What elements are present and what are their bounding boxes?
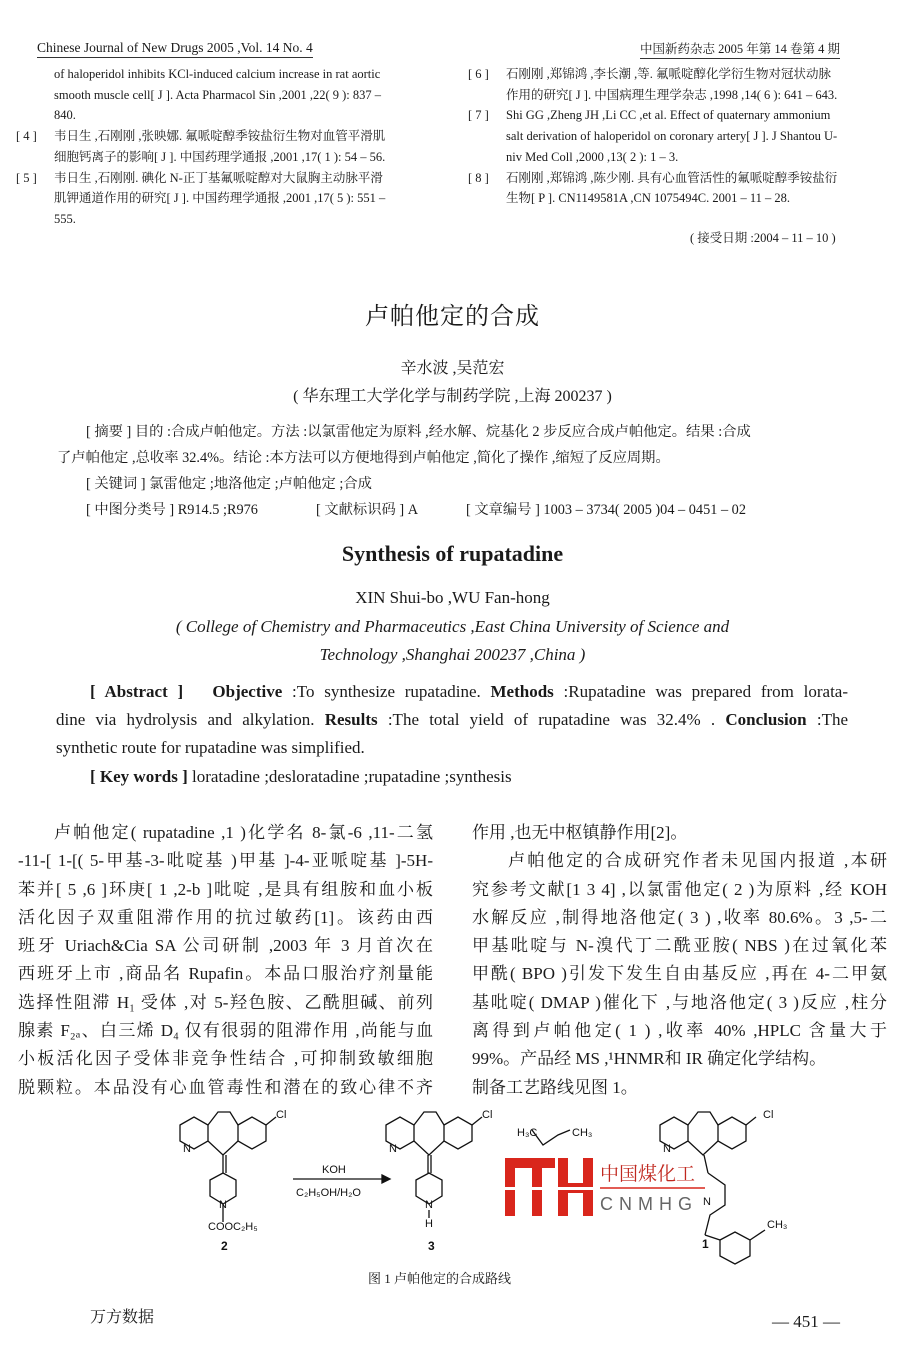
reference-line: smooth muscle cell[ J ]. Acta Pharmacol Sin ,2001 ,22( 9 ): 837 – bbox=[54, 87, 382, 102]
reference-line: 石刚刚 ,郑锦鸿 ,李长潮 ,等. 氟哌啶醇化学衍生物对冠状动脉 bbox=[506, 67, 832, 81]
reference-line: 生物[ P ]. CN1149581A ,CN 1075494C. 2001 – 11 – 28. bbox=[506, 191, 791, 206]
methyl-ch3: CH₃ bbox=[572, 1127, 593, 1139]
atom-cl: Cl bbox=[276, 1109, 287, 1121]
keywords-cn: [ 关键词 ] 氯雷他定 ;地洛他定 ;卢帕他定 ;合成 bbox=[86, 476, 372, 492]
body-text-line: 腺素 F₂ₐ、白三烯 D₄ 仅有很弱的阻滞作用 ,尚能与血 bbox=[18, 1021, 433, 1041]
objective-text: :To synthesize rupatadine. bbox=[282, 682, 491, 701]
footer-source: 万方数据 bbox=[90, 1307, 155, 1326]
body-text-line: 活化因子双重阻滞作用的抗过敏药[1]。该药由西 bbox=[18, 907, 433, 927]
reference-line: 作用的研究[ J ]. 中国病理生理学杂志 ,1998 ,14( 6 ): 641 – 643. bbox=[506, 87, 838, 102]
received-date: ( 接受日期 :2004 – 11 – 10 ) bbox=[690, 231, 836, 245]
running-header-cn: 中国新药杂志 2005 年第 14 卷第 4 期 bbox=[640, 39, 840, 59]
reference-line: salt derivation of haloperidol on coronary artery[ J ]. J Shantou U- bbox=[506, 129, 838, 144]
atom-n: N bbox=[219, 1199, 227, 1211]
atom-cl: Cl bbox=[763, 1109, 774, 1121]
article-number: [ 文章编号 ] 1003 – 3734( 2005 )04 – 0451 – 02 bbox=[466, 502, 746, 518]
body-text-line: 小板活化因子受体非竞争性结合 ,可抑制致敏细胞 bbox=[18, 1049, 433, 1069]
reagent-koh: KOH bbox=[322, 1164, 346, 1176]
lutidine-fragment bbox=[532, 1130, 570, 1145]
affiliation-en-line-2: Technology ,Shanghai 200237 ,China ) bbox=[319, 645, 586, 664]
reference-line: 肌钾通道作用的研究[ J ]. 中国药理学通报 ,2001 ,17( 5 ): 551 – bbox=[54, 191, 386, 206]
affiliation-en-line-1: ( College of Chemistry and Pharmaceutics ,East China University of Science and bbox=[175, 617, 730, 636]
atom-h: H bbox=[425, 1218, 433, 1230]
atom-n: N bbox=[425, 1199, 433, 1211]
body-text-line: 究参考文献[1 3 4] ,以氯雷他定( 2 )为原料 ,经 KOH bbox=[472, 879, 887, 899]
figure-caption: 图 1 卢帕他定的合成路线 bbox=[368, 1271, 512, 1286]
body-text-line: 脱颗粒。本品没有心血管毒性和潜在的致心律不齐 bbox=[18, 1077, 433, 1097]
reference-line: niv Med Coll ,2000 ,13( 2 ): 1 – 3. bbox=[506, 149, 679, 164]
methods-text-cont: dine via hydrolysis and alkylation. bbox=[56, 710, 325, 729]
atom-cl: Cl bbox=[482, 1109, 493, 1121]
reagent-solvent: C₂H₅OH/H₂O bbox=[296, 1187, 361, 1199]
affiliation-cn: ( 华东理工大学化学与制药学院 ,上海 200237 ) bbox=[293, 388, 612, 405]
body-text-line: 离得到卢帕他定( 1 ) ,收率 40% ,HPLC 含量大于 bbox=[472, 1021, 887, 1041]
body-column-left bbox=[18, 819, 433, 1102]
body-text-line: 苯并[ 5 ,6 ]环庚[ 1 ,2-b ]吡啶 ,是具有组胺和血小板 bbox=[18, 879, 433, 899]
abstract-cn-line-1: [ 摘要 ] 目的 :合成卢帕他定。方法 :以氯雷他定为原料 ,经水解、烷基化 2 步反应合成卢帕他定。结果 :合成 bbox=[86, 424, 751, 440]
keywords-text: loratadine ;desloratadine ;rupatadine ;synthesis bbox=[187, 767, 512, 786]
atom-n: N bbox=[389, 1143, 397, 1155]
methyl-ch3: CH₃ bbox=[767, 1219, 788, 1231]
keywords-label: [ Key words ] bbox=[90, 767, 188, 786]
reference-number: [ 6 ] bbox=[468, 67, 489, 81]
objective-label: Objective bbox=[212, 682, 283, 701]
compound-2-structure bbox=[180, 1112, 276, 1222]
reference-line: 石刚刚 ,郑锦鸿 ,陈少刚. 具有心血管活性的氟哌啶醇季铵盐衍 bbox=[506, 170, 838, 185]
references-right bbox=[468, 64, 888, 214]
atom-n: N bbox=[663, 1143, 671, 1155]
compound-label-1: 1 bbox=[702, 1237, 709, 1251]
reference-line: Shi GG ,Zheng JH ,Li CC ,et al. Effect of quaternary ammonium bbox=[506, 108, 831, 123]
abstract-cn-line-2: 了卢帕他定 ,总收率 32.4%。结论 :本方法可以方便地得到卢帕他定 ,简化了操作 ,缩短了反应周期。 bbox=[57, 450, 670, 466]
reference-number: [ 8 ] bbox=[468, 170, 489, 185]
body-text-line: -11-[ 1-[( 5-甲基-3-吡啶基 )甲基 ]-4-亚哌啶基 ]-5H- bbox=[18, 851, 433, 871]
body-text-line: 甲酰( BPO )引发下发生自由基反应 ,再在 4-二甲氨 bbox=[472, 964, 887, 984]
compound-3-structure bbox=[386, 1112, 482, 1218]
watermark-en: CNMHG bbox=[600, 1194, 698, 1214]
conclusion-label: Conclusion bbox=[725, 710, 807, 729]
body-column-right bbox=[472, 819, 887, 1102]
watermark-cn: 中国煤化工 bbox=[600, 1164, 696, 1185]
methods-label: Methods bbox=[490, 682, 554, 701]
atom-n: N bbox=[703, 1196, 711, 1208]
compound-label-3: 3 bbox=[428, 1239, 435, 1253]
reference-line: 细胞钙离子的影响[ J ]. 中国药理学通报 ,2001 ,17( 1 ): 54 – 56. bbox=[54, 149, 386, 164]
atom-n: N bbox=[183, 1143, 191, 1155]
body-text-line: 制备工艺路线见图 1。 bbox=[472, 1077, 638, 1097]
reference-number: [ 4 ] bbox=[16, 129, 37, 144]
body-text-line: 99%。产品经 MS ,¹HNMR和 IR 确定化学结构。 bbox=[472, 1049, 827, 1069]
abstract-label: [ Abstract ] bbox=[90, 682, 184, 701]
reference-line: 840. bbox=[54, 108, 76, 123]
results-text: :The total yield of rupatadine was 32.4% . bbox=[377, 710, 726, 729]
reaction-arrow bbox=[293, 1175, 390, 1183]
running-header-en: Chinese Journal of New Drugs 2005 ,Vol. 14 No. 4 bbox=[37, 40, 313, 58]
clc-number: [ 中图分类号 ] R914.5 ;R976 bbox=[86, 502, 258, 518]
body-text-line: 选择性阻滞 H₁ 受体 ,对 5-羟色胺、乙酰胆碱、前列 bbox=[18, 992, 433, 1012]
abstract-en-line-1 bbox=[90, 682, 848, 702]
keywords-en bbox=[90, 767, 512, 787]
authors-en: XIN Shui-bo ,WU Fan-hong bbox=[355, 588, 550, 607]
reference-number: [ 7 ] bbox=[468, 108, 489, 123]
methyl-h3c: H₃C bbox=[517, 1127, 538, 1139]
reference-number: [ 5 ] bbox=[16, 170, 37, 185]
ester-group: COOC₂H₅ bbox=[208, 1221, 258, 1233]
body-text-line: 班牙 Uriach&Cia SA 公司研制 ,2003 年 3 月首次在 bbox=[18, 936, 433, 956]
body-text-line: 基吡啶( DMAP )催化下 ,与地洛他定( 3 )反应 ,柱分 bbox=[472, 992, 887, 1012]
body-text-line: 作用 ,也无中枢镇静作用[2]。 bbox=[472, 823, 688, 842]
body-text-line: 卢帕他定( rupatadine ,1 )化学名 8-氯-6 ,11-二氢 bbox=[54, 823, 433, 842]
synthesis-scheme-figure bbox=[160, 1100, 810, 1265]
reference-line: of haloperidol inhibits KCl-induced calcium increase in rat aortic bbox=[54, 67, 381, 81]
body-text-line: 甲基吡啶与 N-溴代丁二酰亚胺( NBS )在过氧化苯 bbox=[472, 936, 887, 956]
reference-line: 555. bbox=[54, 211, 76, 226]
abstract-en-line-2 bbox=[56, 710, 848, 730]
reference-line: 韦日生 ,石刚刚 ,张映娜. 氟哌啶醇季铵盐衍生物对血管平滑肌 bbox=[54, 129, 386, 144]
article-title-en: Synthesis of rupatadine bbox=[341, 541, 564, 566]
watermark-logo bbox=[505, 1158, 705, 1216]
article-title-cn: 卢帕他定的合成 bbox=[365, 302, 540, 330]
methods-text: :Rupatadine was prepared from lorata- bbox=[553, 682, 848, 701]
conclusion-text: :The bbox=[806, 710, 849, 729]
body-text-line: 西班牙上市 ,商品名 Rupafin。本品口服治疗剂量能 bbox=[18, 964, 433, 984]
authors-cn: 辛水波 ,吴范宏 bbox=[400, 360, 505, 377]
compound-label-2: 2 bbox=[221, 1239, 228, 1253]
document-code: [ 文献标识码 ] A bbox=[316, 502, 419, 518]
body-text-line: 卢帕他定的合成研究作者未见国内报道 ,本研 bbox=[508, 851, 887, 871]
results-label: Results bbox=[324, 710, 378, 729]
reference-line: 韦日生 ,石刚刚. 碘化 N-正丁基氟哌啶醇对大鼠胸主动脉平滑 bbox=[54, 170, 383, 185]
abstract-en-line-3: synthetic route for rupatadine was simplified. bbox=[56, 738, 365, 757]
references-left bbox=[16, 64, 436, 234]
page-number: — 451 — bbox=[772, 1312, 840, 1331]
body-text-line: 水解反应 ,制得地洛他定( 3 ) ,收率 80.6%。3 ,5-二 bbox=[472, 907, 887, 927]
